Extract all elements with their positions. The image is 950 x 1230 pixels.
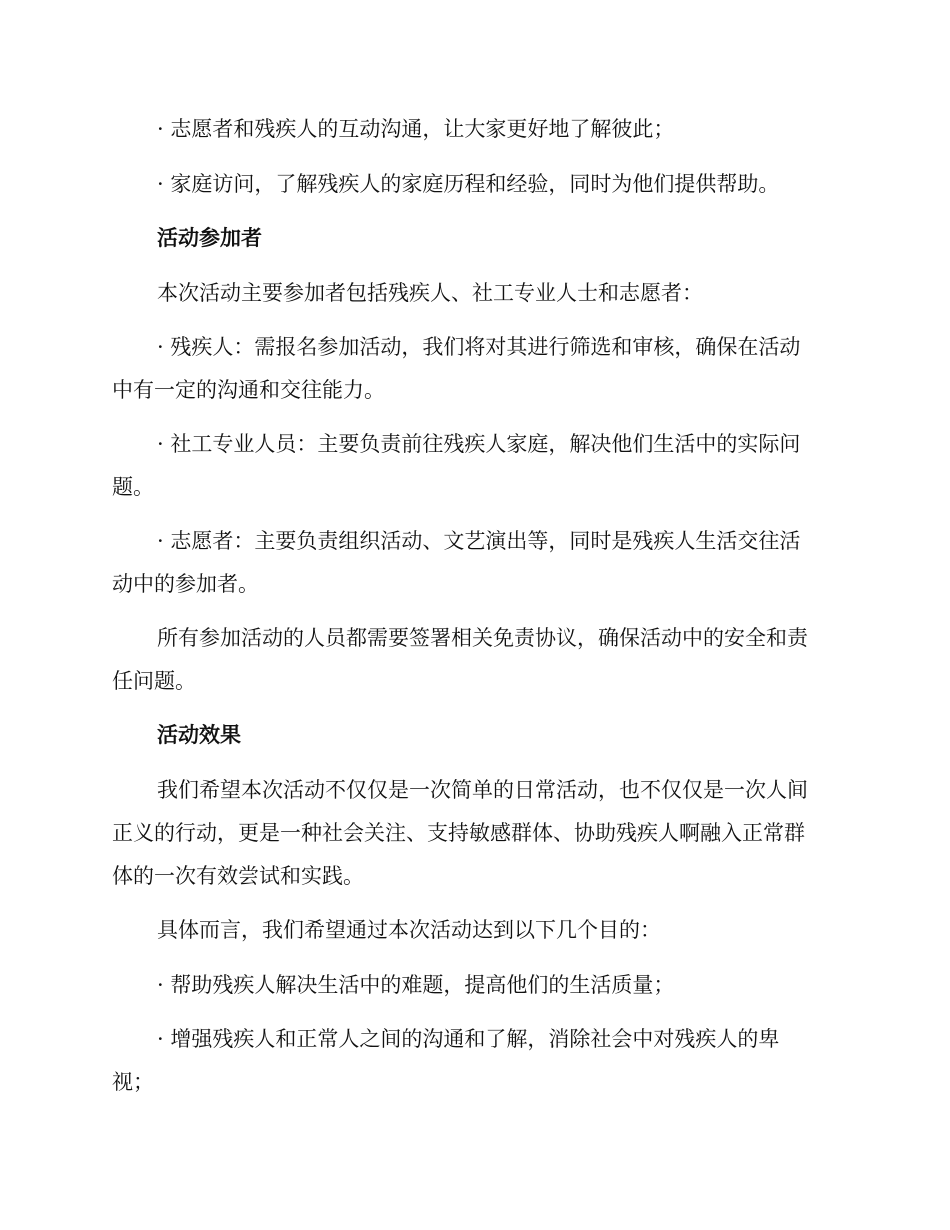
effects-para-line3: 体的一次有效尝试和实践。 (112, 864, 364, 888)
participants-intro: 本次活动主要参加者包括残疾人、社工专业人士和志愿者： (157, 281, 703, 305)
bullet-social-worker-line2: 题。 (112, 475, 154, 499)
effects-para-line1: 我们希望本次活动不仅仅是一次简单的日常活动，也不仅仅是一次人间 (157, 778, 808, 802)
bullet-home-visit: · 家庭访问，了解残疾人的家庭历程和经验，同时为他们提供帮助。 (157, 172, 780, 196)
goals-intro: 具体而言，我们希望通过本次活动达到以下几个目的： (157, 918, 661, 942)
heading-effects: 活动效果 (157, 722, 241, 747)
bullet-goal-communication-line1: · 增强残疾人和正常人之间的沟通和了解，消除社会中对残疾人的卑 (157, 1027, 780, 1051)
bullet-volunteer-line1: · 志愿者：主要负责组织活动、文艺演出等，同时是残疾人生活交往活 (157, 529, 801, 553)
bullet-interaction: · 志愿者和残疾人的互动沟通，让大家更好地了解彼此； (157, 117, 675, 141)
bullet-goal-help: · 帮助残疾人解决生活中的难题，提高他们的生活质量； (157, 973, 675, 997)
bullet-volunteer-line2: 动中的参加者。 (112, 572, 259, 596)
waiver-line2: 任问题。 (112, 669, 196, 693)
bullet-disabled-line2: 中有一定的沟通和交往能力。 (112, 378, 385, 402)
bullet-disabled-line1: · 残疾人：需报名参加活动，我们将对其进行筛选和审核，确保在活动 (157, 335, 801, 359)
heading-participants: 活动参加者 (157, 225, 262, 250)
bullet-goal-communication-line2: 视； (112, 1070, 154, 1094)
effects-para-line2: 正义的行动，更是一种社会关注、支持敏感群体、协助残疾人啊融入正常群 (112, 821, 805, 845)
bullet-social-worker-line1: · 社工专业人员：主要负责前往残疾人家庭，解决他们生活中的实际问 (157, 432, 801, 456)
waiver-line1: 所有参加活动的人员都需要签署相关免责协议，确保活动中的安全和责 (157, 626, 808, 650)
